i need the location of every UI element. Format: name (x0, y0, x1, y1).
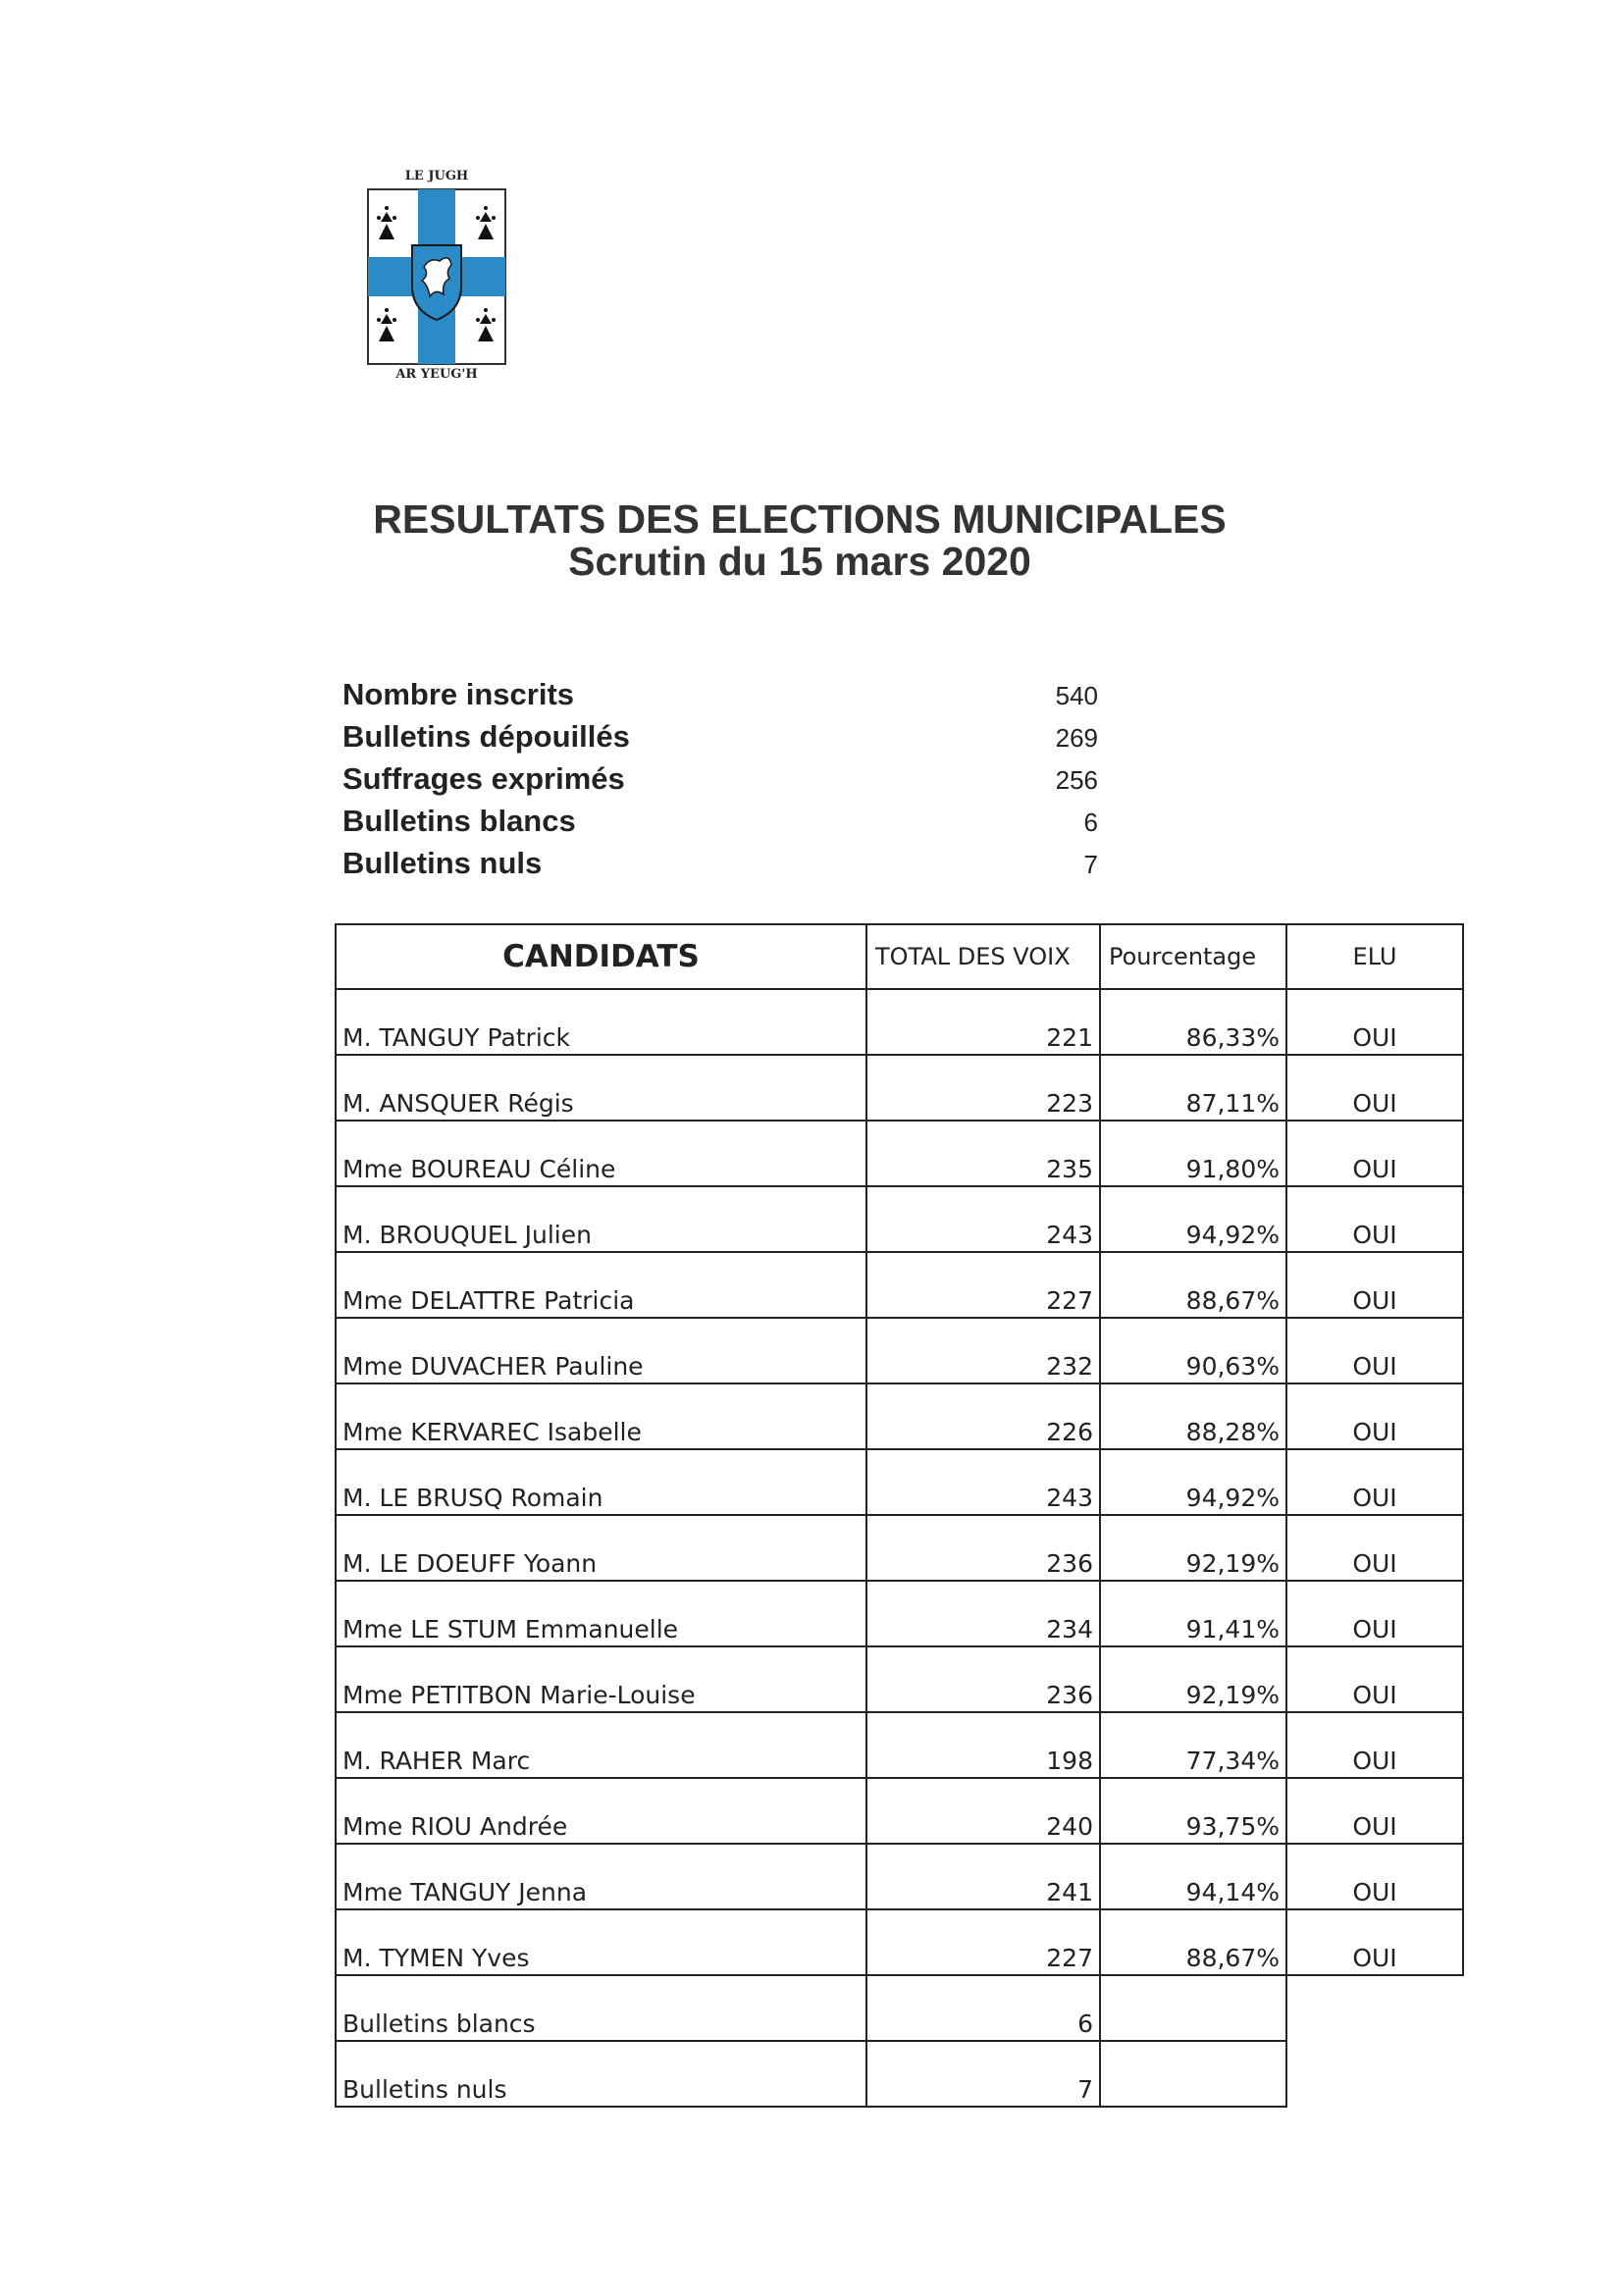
table-row (336, 1252, 1463, 1318)
stat-blancs (342, 804, 1098, 846)
candidate-votes: 227 (866, 1252, 1100, 1318)
candidate-percentage: 87,11% (1100, 1055, 1286, 1121)
candidate-percentage: 91,80% (1100, 1121, 1286, 1186)
table-row (336, 1383, 1463, 1449)
header-total-voix: TOTAL DES VOIX (866, 924, 1100, 989)
table-row (336, 1844, 1463, 1909)
table-header-row (336, 924, 1463, 989)
table-row (336, 1318, 1463, 1383)
stat-value: 256 (1055, 765, 1098, 795)
candidate-votes: 240 (866, 1778, 1100, 1844)
candidate-elected: OUI (1286, 1581, 1463, 1646)
candidate-percentage: 90,63% (1100, 1318, 1286, 1383)
candidate-name: Mme KERVAREC Isabelle (336, 1383, 866, 1449)
candidate-elected: OUI (1286, 989, 1463, 1055)
stat-value: 269 (1055, 723, 1098, 753)
results-table (335, 923, 1464, 2108)
stat-nuls (342, 846, 1098, 888)
stat-value: 7 (1083, 850, 1098, 879)
candidate-votes: 243 (866, 1186, 1100, 1252)
footer-votes: 6 (866, 1975, 1100, 2041)
candidate-percentage: 88,67% (1100, 1909, 1286, 1975)
stat-label: Bulletins blancs (342, 804, 576, 838)
header-candidats: CANDIDATS (336, 924, 866, 989)
footer-votes: 7 (866, 2041, 1100, 2107)
candidate-elected: OUI (1286, 1186, 1463, 1252)
table-footer-row (336, 1975, 1463, 2041)
table-row (336, 1581, 1463, 1646)
candidate-elected: OUI (1286, 1383, 1463, 1449)
candidate-votes: 223 (866, 1055, 1100, 1121)
stat-value: 540 (1055, 681, 1098, 710)
table-footer-row (336, 2041, 1463, 2107)
candidate-percentage: 92,19% (1100, 1646, 1286, 1712)
candidate-name: M. LE DOEUFF Yoann (336, 1515, 866, 1581)
logo-bottom-text: AR YEUG'H (395, 367, 478, 382)
header-pourcentage: Pourcentage (1100, 924, 1286, 989)
stat-label: Nombre inscrits (342, 677, 575, 711)
table-row (336, 1055, 1463, 1121)
candidate-percentage: 94,92% (1100, 1186, 1286, 1252)
header-elu: ELU (1286, 924, 1463, 989)
candidate-name: Mme RIOU Andrée (336, 1778, 866, 1844)
candidate-votes: 236 (866, 1646, 1100, 1712)
candidate-elected: OUI (1286, 1909, 1463, 1975)
footer-label: Bulletins blancs (336, 1975, 866, 2041)
candidate-percentage: 91,41% (1100, 1581, 1286, 1646)
table-row (336, 1121, 1463, 1186)
candidate-percentage: 93,75% (1100, 1778, 1286, 1844)
title-line-2: Scrutin du 15 mars 2020 (568, 539, 1031, 584)
candidate-percentage: 92,19% (1100, 1515, 1286, 1581)
candidate-name: Mme TANGUY Jenna (336, 1844, 866, 1909)
candidate-elected: OUI (1286, 1515, 1463, 1581)
candidate-percentage: 86,33% (1100, 989, 1286, 1055)
table-row (336, 1712, 1463, 1778)
candidate-votes: 241 (866, 1844, 1100, 1909)
stat-label: Suffrages exprimés (342, 761, 625, 796)
candidate-percentage: 94,14% (1100, 1844, 1286, 1909)
candidate-elected: OUI (1286, 1712, 1463, 1778)
candidate-elected: OUI (1286, 1318, 1463, 1383)
candidate-votes: 235 (866, 1121, 1100, 1186)
candidate-name: M. ANSQUER Régis (336, 1055, 866, 1121)
stat-value: 6 (1083, 808, 1098, 837)
table-row (336, 1909, 1463, 1975)
candidate-votes: 234 (866, 1581, 1100, 1646)
candidate-votes: 232 (866, 1318, 1100, 1383)
candidate-name: M. TANGUY Patrick (336, 989, 866, 1055)
candidate-votes: 236 (866, 1515, 1100, 1581)
table-row (336, 989, 1463, 1055)
logo-top-text: LE JUGH (404, 169, 469, 183)
stat-depouilles (342, 719, 1098, 761)
stat-exprimes (342, 761, 1098, 804)
table-row (336, 1186, 1463, 1252)
summary-stats (342, 677, 1098, 888)
page-title (294, 498, 1305, 583)
candidate-name: M. TYMEN Yves (336, 1909, 866, 1975)
table-row (336, 1646, 1463, 1712)
candidate-votes: 243 (866, 1449, 1100, 1515)
candidate-name: M. BROUQUEL Julien (336, 1186, 866, 1252)
candidate-percentage: 88,28% (1100, 1383, 1286, 1449)
candidate-votes: 226 (866, 1383, 1100, 1449)
candidate-elected: OUI (1286, 1449, 1463, 1515)
candidate-votes: 227 (866, 1909, 1100, 1975)
candidate-name: M. LE BRUSQ Romain (336, 1449, 866, 1515)
table-row (336, 1449, 1463, 1515)
stat-inscrits (342, 677, 1098, 719)
table-row (336, 1515, 1463, 1581)
candidate-percentage: 94,92% (1100, 1449, 1286, 1515)
candidate-elected: OUI (1286, 1055, 1463, 1121)
candidate-percentage: 77,34% (1100, 1712, 1286, 1778)
footer-label: Bulletins nuls (336, 2041, 866, 2107)
coat-of-arms-icon (367, 188, 506, 365)
candidate-name: Mme BOUREAU Céline (336, 1121, 866, 1186)
footer-blank (1286, 2041, 1463, 2107)
footer-blank (1286, 1975, 1463, 2041)
stat-label: Bulletins nuls (342, 846, 543, 880)
candidate-elected: OUI (1286, 1778, 1463, 1844)
candidate-elected: OUI (1286, 1844, 1463, 1909)
municipal-logo (363, 167, 510, 383)
title-line-1: RESULTATS DES ELECTIONS MUNICIPALES (373, 496, 1227, 542)
candidate-name: M. RAHER Marc (336, 1712, 866, 1778)
table-row (336, 1778, 1463, 1844)
candidate-name: Mme DELATTRE Patricia (336, 1252, 866, 1318)
candidate-name: Mme LE STUM Emmanuelle (336, 1581, 866, 1646)
footer-empty-cell (1100, 2041, 1286, 2107)
candidate-percentage: 88,67% (1100, 1252, 1286, 1318)
candidate-votes: 221 (866, 989, 1100, 1055)
candidate-elected: OUI (1286, 1252, 1463, 1318)
stat-label: Bulletins dépouillés (342, 719, 630, 754)
footer-empty-cell (1100, 1975, 1286, 2041)
candidate-elected: OUI (1286, 1646, 1463, 1712)
candidate-name: Mme PETITBON Marie-Louise (336, 1646, 866, 1712)
candidate-elected: OUI (1286, 1121, 1463, 1186)
candidate-votes: 198 (866, 1712, 1100, 1778)
candidate-name: Mme DUVACHER Pauline (336, 1318, 866, 1383)
